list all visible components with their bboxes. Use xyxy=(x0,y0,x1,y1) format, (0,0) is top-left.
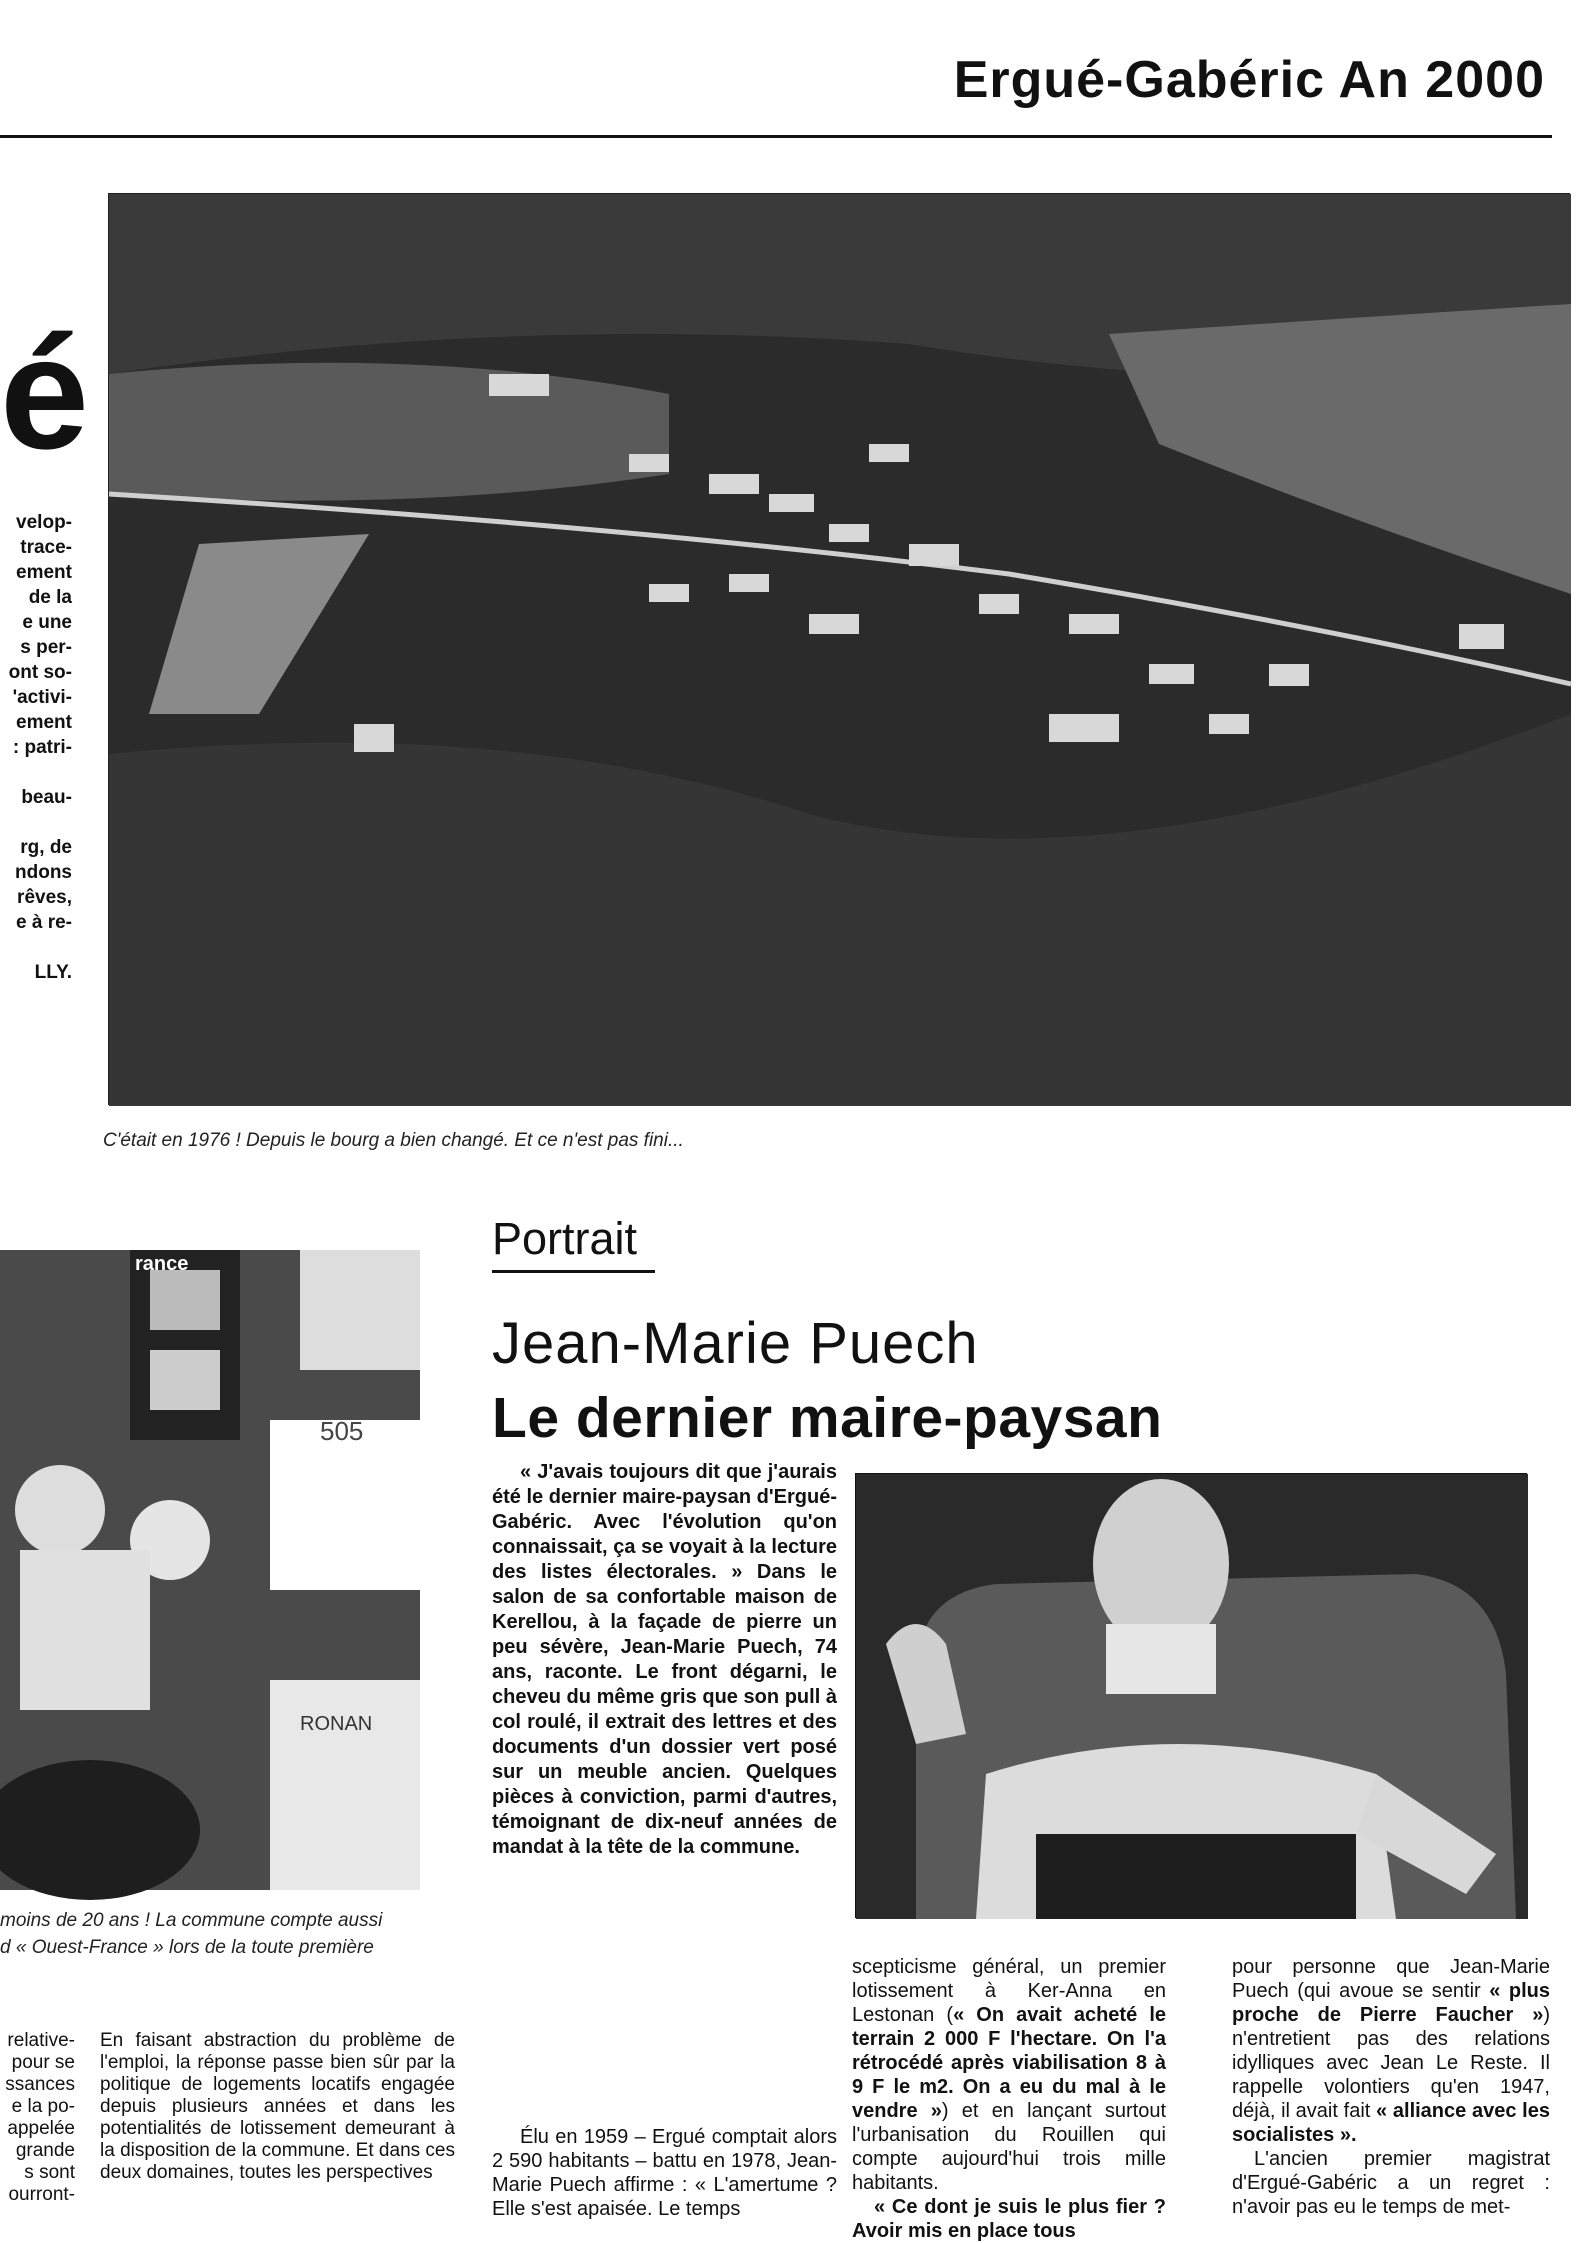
left-strip-line: rêves, xyxy=(17,887,72,908)
column-three-paragraph xyxy=(852,1955,1166,2195)
fragment-line: grande xyxy=(15,2140,75,2161)
article-lead xyxy=(492,1460,837,1860)
photo-sign: RONAN xyxy=(300,1713,373,1735)
left-strip-line xyxy=(0,810,72,835)
portrait-photo xyxy=(855,1473,1527,1918)
headline-title: Le dernier maire-paysan xyxy=(492,1386,1163,1450)
fragment-line: appelée xyxy=(7,2118,75,2139)
aerial-photo-image xyxy=(109,194,1571,1106)
article-lead-text: « J'avais toujours dit que j'aurais été le dernier maire-paysan d'Ergué-Gabéric. Avec l'évolution qu'on connaissait, ça se voyait à la lecture des listes électorales. » Dans le salon de sa confortable maison de Kerellou, à la façade de pierre un peu sévère, Jean-Marie Puech, 74 ans, raconte. Le front dégarni, le cheveu du même gris que son pull à col roulé, il extrait des lettres et des documents d'un dossier vert posé sur un meuble ancien. Quelques pièces à conviction, parmi d'autres, témoignant de dix-neuf années de mandat à la tête de la commune. xyxy=(492,1461,837,1858)
article-column-housing: En faisant abstraction du problème de l'emploi, la réponse passe bien sûr par la politique de logements locatifs engagée depuis plusieurs années et dans les potentialités de lotissement demeurant à la disposition de la commune. Et dans ces deux domaines, toutes les perspectives xyxy=(100,2030,455,2183)
left-strip-line: beau- xyxy=(21,787,72,808)
article-body-text: Élu en 1959 – Ergué comptait alors 2 590 habitants – battu en 1978, Jean-Marie Puech affirme : « L'amertume ? Elle s'est apaisée. Le temps xyxy=(492,2126,837,2220)
left-strip-line: ement xyxy=(16,562,72,583)
caption-line: d « Ouest-France » lors de la toute première xyxy=(0,1937,374,1958)
aerial-photo xyxy=(108,193,1570,1105)
page-masthead: Ergué-Gabéric An 2000 xyxy=(953,51,1545,109)
article-column-three xyxy=(852,1955,1166,2243)
left-strip-line xyxy=(0,760,72,785)
caption-line: moins de 20 ans ! La commune compte aussi xyxy=(0,1910,383,1931)
left-strip-line: e à re- xyxy=(16,912,72,933)
left-strip-lines xyxy=(0,510,72,985)
article-kicker: Portrait xyxy=(492,1213,638,1264)
children-photo xyxy=(0,1250,420,1890)
column-four-paragraph: L'ancien premier magistrat d'Ergué-Gabéric a un regret : n'avoir pas eu le temps de met- xyxy=(1232,2148,1550,2218)
left-strip-line xyxy=(0,935,72,960)
left-strip-line: : patri- xyxy=(12,737,72,758)
column-three-quote: « On avait acheté le terrain 2 000 F l'hectare. On l'a rétrocédé après viabilisation 8 à 9 F le m2. On a eu du mal à le vendre » xyxy=(852,2004,1166,2122)
left-strip-line: rg, de xyxy=(20,837,72,858)
column-four-quote: « plus proche de Pierre Faucher » xyxy=(1232,1980,1550,2026)
left-strip-line: e une xyxy=(22,612,72,633)
column-three-text: ) et en lançant surtout l'urbanisation du Rouillen qui compte aujourd'hui trois mille habitants. xyxy=(852,2100,1166,2194)
column-three-text: scepticisme général, un premier lotissement à Ker-Anna en Lestonan ( xyxy=(852,1956,1166,2026)
masthead-rule xyxy=(0,135,1552,138)
left-strip-line: de la xyxy=(28,587,72,608)
article-body xyxy=(492,2125,837,2221)
kicker-rule xyxy=(492,1270,655,1273)
fragment-line: s sont xyxy=(24,2162,75,2183)
column-four-quote: « alliance avec les socialistes ». xyxy=(1232,2100,1550,2146)
fragment-line: relative- xyxy=(7,2030,75,2051)
article-column-four xyxy=(1232,1955,1550,2219)
left-strip-line: 'activi- xyxy=(12,687,72,708)
column-four-text: pour personne que Jean-Marie Puech (qui avoue se sentir xyxy=(1232,1956,1550,2002)
left-strip-line: trace- xyxy=(20,537,72,558)
left-strip-big-letter: é xyxy=(0,303,89,482)
left-strip-line: ont so- xyxy=(8,662,72,683)
fragment-line: ourront- xyxy=(8,2184,75,2205)
left-column-fragments xyxy=(0,2030,75,2206)
left-strip-line: ement xyxy=(16,712,72,733)
column-four-paragraph xyxy=(1232,1955,1550,2147)
fragment-line: pour se xyxy=(11,2052,75,2073)
photo-stamp: 505 xyxy=(320,1416,364,1446)
children-photo-image xyxy=(0,1250,420,1890)
fragment-line: e la po- xyxy=(11,2096,75,2117)
aerial-photo-caption: C'était en 1976 ! Depuis le bourg a bien changé. Et ce n'est pas fini... xyxy=(103,1130,684,1151)
column-three-quote: « Ce dont je suis le plus fier ? Avoir mis en place tous xyxy=(852,2196,1166,2242)
fragment-line: ssances xyxy=(5,2074,75,2095)
children-photo-caption xyxy=(0,1907,470,1961)
left-strip-line: s per- xyxy=(20,637,72,658)
left-strip-line: ndons xyxy=(15,862,72,883)
column-four-text: ) n'entretient pas des relations idylliques avec Jean Le Reste. Il rappelle volontiers qu'en 1947, déjà, il avait fait xyxy=(1232,2004,1550,2122)
headline-name: Jean-Marie Puech xyxy=(492,1311,979,1376)
photo-poster: rance xyxy=(135,1253,189,1275)
left-strip-line: LLY. xyxy=(34,962,72,983)
portrait-photo-image xyxy=(856,1474,1528,1919)
left-strip-line: velop- xyxy=(16,512,72,533)
